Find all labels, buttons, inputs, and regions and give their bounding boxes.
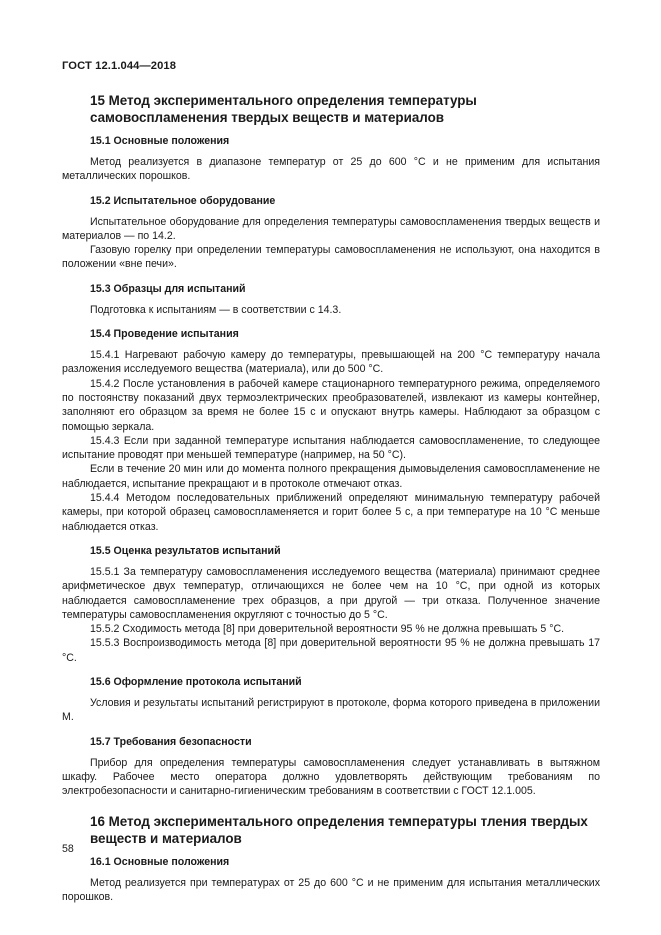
paragraph-15-4-4: 15.4.4 Методом последовательных приближений определяют минимальную температуру рабочей камеры, при которой образец самовоспламеняется и горит более 5 с, а при температуре на 10 °С меньше наблюдается отказ.	[62, 492, 600, 533]
subsection-15-2-title: 15.2 Испытательное оборудование	[90, 194, 276, 207]
paragraph-15-5-1: 15.5.1 За температуру самовоспламенения исследуемого вещества (материала) принимают среднее арифметическое двух температур, отличающихся не более чем на 10 °С, при одной из которых наблюдается самовоспламенение трех образцов, а при другой — три отказа. Полученное значение температуры самовоспламенения округляют с точностью до 5 °С.	[62, 565, 600, 621]
subsection-15-6-title: 15.6 Оформление протокола испытаний	[90, 676, 302, 689]
paragraph-15-4-2: 15.4.2 После установления в рабочей камере стационарного температурного режима, определяемого по постоянству показаний двух термоэлектрических преобразователей, извлекают из камеры контейнер, заполняют его образцом за время не более 15 с и опускают внутрь камеры. Наблюдают за образцом с помощью зеркала.	[62, 377, 600, 433]
page-content	[62, 92, 600, 904]
paragraph-15-4-3: 15.4.3 Если при заданной температуре испытания наблюдается самовоспламенение, то следующее испытание проводят при меньшей температуре (например, на 50 °С).	[62, 434, 600, 462]
subsection-15-7-title: 15.7 Требования безопасности	[90, 735, 252, 748]
paragraph-16-1: Метод реализуется при температурах от 25 до 600 °С и не применим для испытания металлических порошков.	[62, 876, 600, 903]
subsection-15-5-title: 15.5 Оценка результатов испытаний	[90, 544, 281, 557]
paragraph-15-5-2: 15.5.2 Сходимость метода [8] при доверительной вероятности 95 % не должна превышать 5 °С.	[90, 623, 565, 636]
paragraph-15-2-b: Газовую горелку при определении температуры самовоспламенения не используют, она находится в положении «вне печи».	[62, 244, 600, 271]
subsection-15-4-title: 15.4 Проведение испытания	[90, 328, 239, 341]
paragraph-15-3: Подготовка к испытаниям — в соответствии с 14.3.	[90, 303, 342, 316]
subsection-15-3-title: 15.3 Образцы для испытаний	[90, 282, 246, 295]
paragraph-15-7: Прибор для определения температуры самовоспламенения следует устанавливать в вытяжном шкафу. Рабочее место оператора должно удовлетворять действующим требованиям по электробезопасности и санитарно-гигиеническим требованиям в соответствии с ГОСТ 12.1.005.	[62, 756, 600, 798]
subsection-16-1-title: 16.1 Основные положения	[90, 855, 230, 868]
paragraph-15-4-3-b: Если в течение 20 мин или до момента полного прекращения дымовыделения самовоспламенение не наблюдается, испытание прекращают и в протоколе отмечают отказ.	[62, 463, 600, 490]
section-15-title: 15 Метод экспериментального определения температуры самовоспламенения твердых веществ и материалов	[90, 93, 477, 125]
paragraph-15-2-a: Испытательное оборудование для определения температуры самовоспламенения твердых веществ и материалов — по 14.2.	[62, 215, 600, 242]
subsection-15-1-title: 15.1 Основные положения	[90, 135, 230, 147]
paragraph-15-4-1: 15.4.1 Нагревают рабочую камеру до температуры, превышающей на 200 °С температуру начала разложения исследуемого вещества (материала), или до 500 °С.	[62, 349, 600, 376]
paragraph-15-1: Метод реализуется в диапазоне температур от 25 до 600 °С и не применим для испытания металлических порошков.	[62, 156, 600, 183]
section-16-title: 16 Метод экспериментального определения температуры тления твердых веществ и материалов	[90, 813, 588, 846]
document-header: ГОСТ 12.1.044—2018	[62, 60, 177, 72]
paragraph-15-5-3: 15.5.3 Воспроизводимость метода [8] при доверительной вероятности 95 % не должна превышать 17 °С.	[62, 637, 600, 664]
page-number: 58	[62, 843, 74, 855]
paragraph-15-6: Условия и результаты испытаний регистрируют в протоколе, форма которого приведена в приложении М.	[62, 697, 600, 724]
